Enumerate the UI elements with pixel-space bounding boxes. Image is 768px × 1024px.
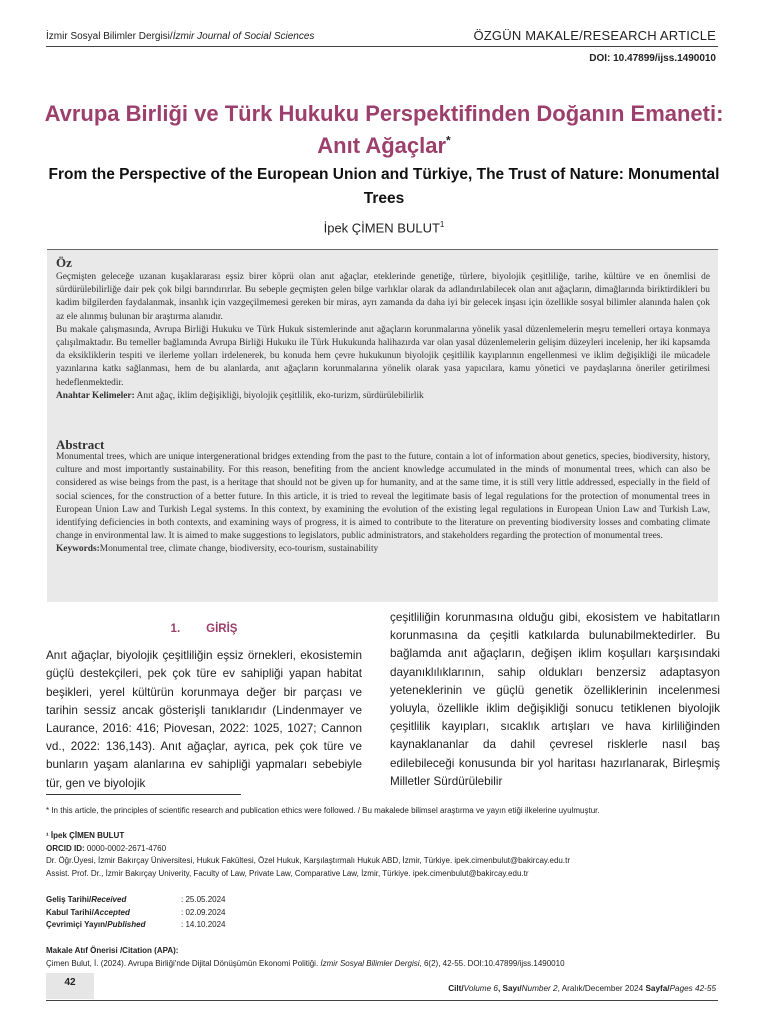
oz-paragraph-1: Geçmişten geleceğe uzanan kuşaklararası eşsiz birer köprü olan anıt ağaçlar, eteklerinde genetiğe, türlere, biyolojik çeşitliliğe, tarihe, kültüre ve en önemlisi de sürdürülebilirliğe dair pek çok bilgi barındırırlar. Bu sebeple geçmişten gelen bilge varlıklar olarak da adlandırılabilecek olan anıt ağaçların, dimağlarında biriktirdikleri bu kadim bilgilerden faydalanmak, insanlık için vazgeçilmemesi gereken bir miras, ayrı zamanda da daha iyi bir gelecek inşası için özellikle sosyal bilimler alanında halen çok az ele alınmış bulunan bir araştırma alanıdır.: [56, 272, 710, 322]
abstract-paragraph: Monumental trees, which are unique intergenerational bridges extending from the past to the future, contain a lot of information about genetics, species, biodiversity, history, culture and most importantly sustainability. For this reason, benefiting from the ancient knowledge accumulated in the minds of monumental trees, which can also be considered as wise beings from the past, is a heritage that should not be given up for humanity, and at the same time, it is still very little addressed, especially in the field of social sciences, for the construction of a better future. In this article, it is tried to reveal the legitimate basis of legal regulations for the protection of monumental trees in European Union Law and Turkish Legal systems. In this context, by examining the evolution of the existing legal regulations in European Union Law and Turkish Law, identifying deficiencies in both contexts, and examining ways of progress, it is aimed to contribute to the literature on preventing biodiversity losses and combating climate change in environmental law. It is aimed to make suggestions to legislators, public administrators, and stakeholders regarding the protection of monumental trees.: [56, 452, 710, 542]
citation-text-a: Çimen Bulut, İ. (2024). Avrupa Birliği'nde Dijital Dönüşümün Ekonomi Politiği.: [46, 958, 321, 968]
abstract-keywords-label: Keywords:: [56, 544, 100, 555]
footer-cilt: Cilt/: [448, 984, 464, 993]
orcid-label: ORCID ID:: [46, 843, 85, 853]
body-text-left: Anıt ağaçlar, biyolojik çeşitliliğin eşsiz örnekleri, ekosistemin güçlü destekçileri, pek çok türe ev sahipliği yapan habitat beşikleri, yerel kültürün korunmaya değer bir parçası ve tarihin sessiz ancak gösterişli tanıklarıdır (Lindenmayer ve Laurance, 2016: 416; Piovesan, 2022: 1025, 1027; Cannon vd., 2022: 136,143). Anıt ağaçlar, ayrıca, pek çok türe ve bunların yaşam alanlarına ev sahipliği yapmaları sebebiyle tür, gen ve biyolojik: [46, 649, 362, 790]
author-name: İpek ÇİMEN BULUT: [323, 220, 440, 236]
citation-text-b: , 6(2), 42-55. DOI:10.47899/ijss.1490010: [419, 958, 565, 968]
date-received: [46, 894, 225, 907]
footnote-author-name: ¹ İpek ÇİMEN BULUT: [46, 831, 125, 840]
section-number: 1.: [170, 623, 181, 635]
footnote-ethics: * In this article, the principles of scientific research and publication ethics were followed. / Bu makalede bilimsel araştırma ve yayın etiği ilkelerine uyulmuştur.: [46, 806, 600, 815]
header-divider: [46, 46, 718, 47]
accepted-label-en: Accepted: [93, 907, 130, 917]
orcid-id[interactable]: 0000-0002-2671-4760: [84, 843, 167, 853]
footer-sayfa: Sayfa/: [645, 984, 670, 993]
footer-date: , Aralık/December 2024: [557, 984, 646, 993]
citation-journal: İzmir Sosyal Bilimler Dergisi: [320, 958, 420, 968]
accepted-value: : 02.09.2024: [181, 907, 226, 917]
published-label: Çevrimiçi Yayın/: [46, 920, 108, 929]
footer-divider: [46, 1000, 718, 1001]
date-published: [46, 919, 225, 932]
journal-name-tr: İzmir Sosyal Bilimler Dergisi/: [46, 31, 173, 42]
published-label-en: Published: [107, 920, 146, 929]
received-value: : 25.05.2024: [181, 895, 226, 904]
abstract-body: [56, 451, 710, 557]
article-dates: [46, 894, 225, 932]
oz-paragraph-2: Bu makale çalışmasında, Avrupa Birliği Hukuku ve Türk Hukuk sistemlerinde anıt ağaçların korunmalarına yönelik yasal düzenlemelerin meşru temelleri ortaya konmaya çalışılmaktadır. Bu temeller bağlamında Avrupa Birliği Hukuku ile Türk Hukukunda halihazırda var olan yasal düzenlemelerin gelişim düzeyleri incelenip, her iki kapsamda da eksikliklerin tespiti ve ilerleme yolları irdelenerek, bu konuda hem çevre hukukunun biyolojik çeşitlilik kayıplarının engellenmesi ve iklim değişikliği ile mücadele yazınlarına katkı sağlanması, hem de bu alanlarda, anıt ağaçların korunmalarına yönelik olarak yasa yapıcılara, kamu yönetici ve paydaşlarına öneriler getirilmesi hedeflenmektedir.: [56, 324, 710, 388]
abstract-box: [47, 249, 718, 602]
journal-name: [46, 31, 314, 42]
body-column-right: [390, 609, 720, 791]
affiliation-tr: Dr. Öğr.Üyesi, İzmir Bakırçay Üniversitesi, Hukuk Fakültesi, Özel Hukuk, Karşılaştırmalı Hukuk ABD, İzmir, Türkiye. ipek.cimenbulut@bakircay.edu.tr: [46, 856, 570, 865]
footnote-divider: [46, 794, 241, 795]
oz-body: [56, 271, 710, 403]
received-label: Geliş Tarihi/: [46, 895, 92, 904]
section-title: GİRİŞ: [206, 623, 238, 635]
received-label-en: Received: [91, 895, 127, 904]
page-number: 42: [64, 977, 76, 988]
affiliation-en: Assist. Prof. Dr., İzmir Bakırçay Univerity, Faculty of Law, Private Law, Comparative Law, İzmir, Türkiye. ipek.cimenbulut@bakircay.edu.tr: [46, 868, 529, 878]
citation-text: [46, 958, 565, 971]
title-turkish: [30, 98, 738, 162]
title-footnote-mark[interactable]: *: [446, 133, 451, 148]
article-type: ÖZGÜN MAKALE/RESEARCH ARTICLE: [473, 28, 716, 43]
body-text-right: çeşitliliğin korunmasına olduğu gibi, ekosistem ve habitatların korunmasına da çeşitli katkılarda bulunabilmektedirler. Bu bağlamda anıt ağaçların, değişen iklim koşulları karşısındaki dayanıklılıklarının, sahip oldukları benzersiz adaptasyon yeteneklerinin ve güçlü genetik özelliklerinin incelenmesi yoluyla, özellikle iklim değişikliği sonucu tetiklenen biyolojik çeşitlilik kayıpları, sıcaklık artışları ve hava kirliliğinden kaynaklananlar da dahil çevresel risklerle nasıl baş edilebileceği konusunda bir yol haritası hazırlanarak, Birleşmiş Milletler Sürdürülebilir: [390, 611, 720, 788]
oz-keywords: Anıt ağaç, iklim değişikliği, biyolojik çeşitlilik, eko-turizm, sürdürülebilirlik: [136, 390, 424, 401]
journal-name-en: İzmir Journal of Social Sciences: [172, 31, 315, 42]
date-accepted: [46, 907, 225, 920]
section-heading: [46, 620, 362, 638]
footer-pages: Pages 42-55: [669, 984, 716, 993]
body-column-left: [46, 612, 362, 793]
orcid-line: [46, 843, 570, 856]
citation-label: Makale Atıf Önerisi /Citation (APA):: [46, 946, 179, 955]
citation: [46, 945, 565, 970]
footnote-author: [46, 830, 570, 880]
oz-keywords-label: Anahtar Kelimeler:: [56, 390, 135, 401]
footer-volume: Volume 6: [463, 984, 498, 993]
abstract-keywords: Monumental tree, climate change, biodiversity, eco-tourism, sustainability: [99, 544, 379, 555]
accepted-label: Kabul Tarihi/: [46, 907, 94, 917]
author-footnote-mark[interactable]: 1: [439, 220, 445, 229]
footer-issue-info: [448, 984, 716, 993]
abstract-heading: Abstract: [56, 437, 105, 452]
title-turkish-text: Avrupa Birliği ve Türk Hukuku Perspektifinden Doğanın Emaneti: Anıt Ağaçlar: [44, 101, 724, 158]
footer-sayi: , Sayı/: [497, 984, 522, 993]
title-english: From the Perspective of the European Union and Türkiye, The Trust of Nature: Monumental Trees: [48, 166, 720, 207]
oz-heading: Öz: [56, 255, 72, 270]
published-value: : 14.10.2024: [181, 920, 226, 929]
author: [0, 220, 768, 235]
footer-number: Number 2: [521, 984, 558, 993]
doi[interactable]: DOI: 10.47899/ijss.1490010: [589, 53, 716, 64]
